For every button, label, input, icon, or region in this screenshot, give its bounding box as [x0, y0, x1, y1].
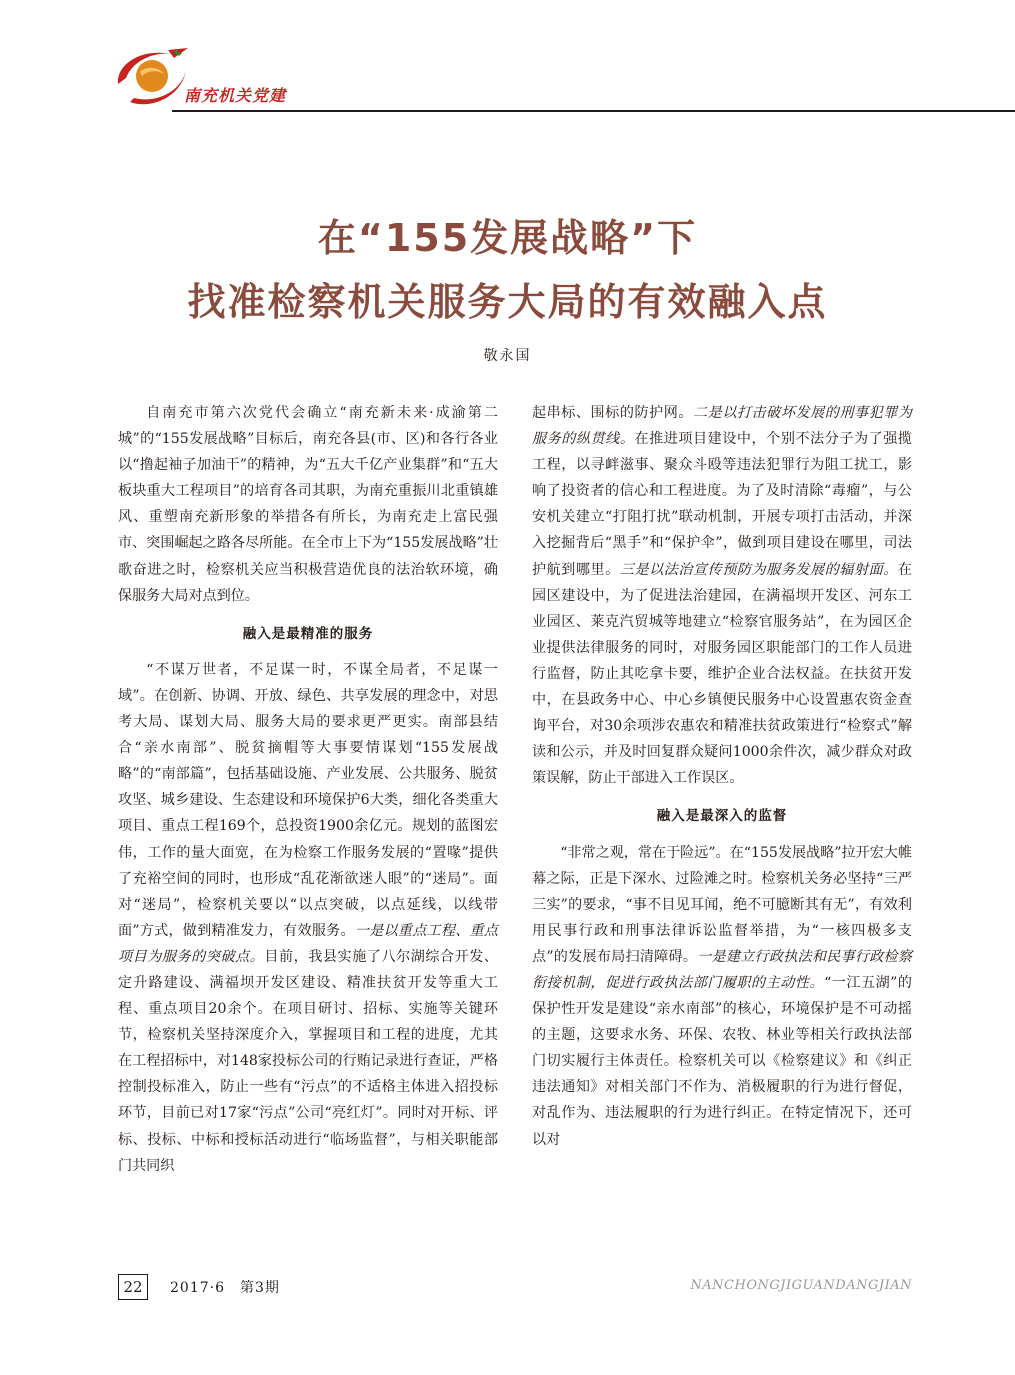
paragraph-text: 起串标、围标的防护网。 [532, 405, 693, 421]
header-rule [172, 110, 1015, 112]
article-title-line2: 找准检察机关服务大局的有效融入点 [187, 280, 828, 324]
emphasis-text: 一是以重点工程、重点项目为服务的突破点。 [118, 922, 498, 965]
emphasis-text: 二是以打击破坏发展的刑事犯罪为服务的纵贯线。 [532, 405, 912, 448]
page-footer [0, 1274, 1015, 1304]
section-heading: 融入是最精准的服务 [242, 625, 374, 642]
right-column [532, 400, 912, 1153]
paragraph: 自南充市第六次党代会确立“南充新未来·成渝第二城”的“155发展战略”目标后，南充各县(市、区)和各行各业以“撸起袖子加油干”的精神，为“五大千亿产业集群”和“五大板块重大工程项目”的培育各司其职，为南充重振川北重镇雄风、重塑南充新形象的举措各有所长，为南充走上富民强市、突围崛起之路各尽所能。在全市上下为“155发展战略”壮歌奋进之时，检察机关应当积极营造优良的法治软环境，确保服务大局对点到位。 [118, 405, 498, 604]
paragraph-text: 在园区建设中，为了促进法治建园，在满福坝开发区、河东工业园区、莱克汽贸城等地建立“检察官服务站”，在为园区企业提供法律服务的同时，对服务园区职能部门的工作人员进行监督，防止其吃拿卡要，维护企业合法权益。在扶贫开发中，在县政务中心、中心乡镇便民服务中心设置惠农资金查询平台，对30余项涉农惠农和精准扶贫政策进行“检察式”解读和公示，并及时回复群众疑问1000余件次，减少群众对政策误解，防止干部进入工作误区。 [532, 561, 913, 787]
paragraph-text: “一江五湖”的保护性开发是建设“亲水南部”的核心，环境保护是不可动摇的主题，这要求水务、环保、农牧、林业等相关行政执法部门切实履行主体责任。检察机关可以《检察建议》和《纠正违法通知》对相关部门不作为、消极履职的行为进行督促，对乱作为、违法履职的行为进行纠正。在特定情况下，还可以对 [532, 974, 912, 1148]
page-header [0, 0, 1015, 120]
paragraph-text: 在推进项目建设中，个别不法分子为了强揽工程，以寻衅滋事、聚众斗殴等违法犯罪行为阻工扰工，影响了投资者的信心和工程进度。为了及时清除“毒瘤”，与公安机关建立“打阻打扰”联动机制，开展专项打击活动，并深入挖掘背后“黑手”和“保护伞”，做到项目建设在哪里，司法护航到哪里。 [532, 431, 912, 578]
paragraph-text: “不谋万世者，不足谋一时，不谋全局者，不足谋一域”。在创新、协调、开放、绿色、共享发展的理念中，对思考大局、谋划大局、服务大局的要求更严更实。南部县结合“亲水南部”、脱贫摘帽等大事要情谋划“155发展战略”的“南部篇”，包括基础设施、产业发展、公共服务、脱贫攻坚、城乡建设、生态建设和环境保护6大类，细化各类重大项目、重点工程169个，总投资1900余亿元。规划的蓝图宏伟，工作的量大面宽，在为检察工作服务发展的“置喙”提供了充裕空间的同时，也形成“乱花渐欲迷人眼”的“迷局”。面对“迷局”，检察机关要以“以点突破，以点延线，以线带面”方式，做到精准发力，有效服务。 [118, 661, 498, 939]
article-author: 敬永国 [483, 348, 532, 364]
paragraph [532, 400, 912, 791]
paragraph-text: “非常之观，常在于险远”。在“155发展战略”拉开宏大帷幕之际，正是下深水、过险滩之时。检察机关务必坚持“三严三实”的要求，“事不目见耳闻，绝不可臆断其有无”，有效利用民事行政和刑事法律诉讼监督举措，为“一核四极多支点”的发展布局扫清障碍。 [532, 844, 912, 965]
magazine-name: 南充机关党建 [184, 86, 287, 105]
left-column [118, 400, 498, 1179]
paragraph [118, 657, 498, 1179]
emphasis-text: 一是建立行政执法和民事行政检察衔接机制，促进行政执法部门履职的主动性。 [532, 948, 912, 991]
paragraph-text: 目前，我县实施了八尔湖综合开发、定升路建设、满福坝开发区建设、精准扶贫开发等重大工程、重点项目20余个。在项目研讨、招标、实施等关键环节，检察机关坚持深度介入，掌握项目和工程的进度，尤其在工程招标中，对148家投标公司的行贿记录进行查证，严格控制投标准入，防止一些有“污点”的不适格主体进入招投标环节，目前已对17家“污点”公司“亮红灯”。同时对开标、评标、投标、中标和授标活动进行“临场监督”，与相关职能部门共同织 [118, 948, 499, 1174]
paragraph [532, 840, 912, 1153]
issue-info: 2017·6 第3期 [170, 1280, 280, 1296]
emphasis-text: 三是以法治宣传预防为服务发展的辐射面。 [619, 561, 898, 578]
page-number: 22 [118, 1274, 148, 1300]
article-title-line1: 在“155发展战略”下 [317, 216, 698, 260]
section-heading: 融入是最深入的监督 [656, 808, 788, 825]
magazine-logo-icon [112, 44, 190, 112]
running-title: NANCHONGJIGUANDANGJIAN [690, 1278, 912, 1293]
